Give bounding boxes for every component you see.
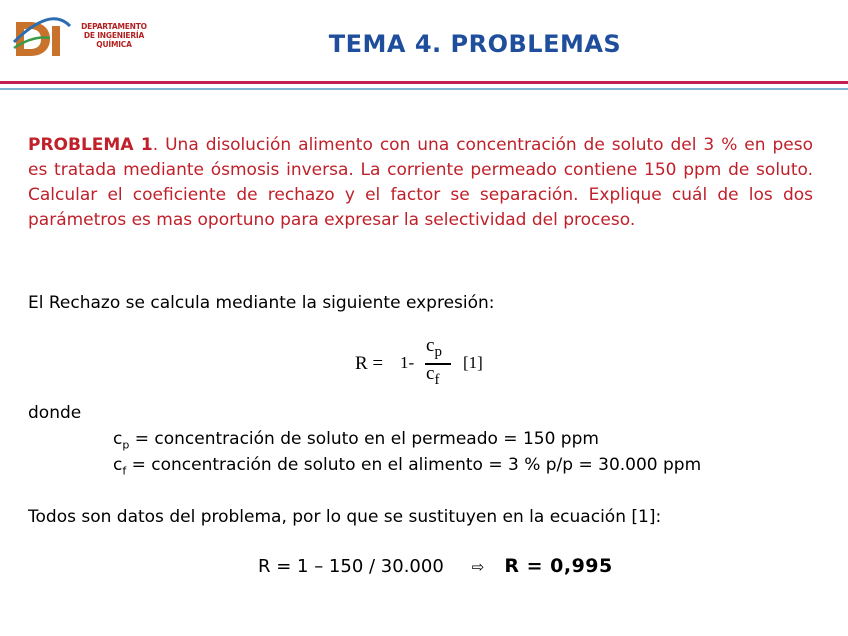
substitution-text: Todos son datos del problema, por lo que se sustituyen en la ecuación [1]: — [28, 507, 662, 527]
problem-label: PROBLEMA 1 — [28, 135, 153, 155]
logo-text: DEPARTAMENTO DE INGENIERÍA QUÍMICA — [81, 22, 147, 49]
logo-di-icon — [12, 12, 72, 62]
equation-reference: [1] — [463, 353, 483, 372]
formula-numerator: $c_p$ — [426, 335, 442, 360]
header-divider-top — [0, 81, 848, 84]
arrow-right-icon: ⇨ — [471, 558, 485, 576]
definition-cf: $c_f$ = concentración de soluto en el alimento = 3 % p/p = 30.000 ppm — [113, 455, 702, 478]
formula-denominator: $c_f$ — [426, 363, 440, 388]
formula-one-minus: 1- — [400, 353, 415, 372]
header-divider-bottom — [0, 88, 848, 90]
result-final: R = 0,995 — [504, 555, 613, 577]
problem-text: . Una disolución alimento con una concentración de soluto del 3 % en peso es tratada mediante ósmosis inversa. La corriente permeado contiene 150 ppm de soluto. Calcular el coeficiente de rechazo y el factor se separación. Explique cuál de los dos parámetros es mas oportuno para expresar la selectividad del proceso. — [28, 135, 813, 230]
definition-cp: $c_p$ = concentración de soluto en el permeado = 150 ppm — [113, 429, 599, 452]
intro-text: El Rechazo se calcula mediante la siguiente expresión: — [28, 293, 495, 313]
rejection-formula — [350, 332, 510, 396]
page-title: TEMA 4. PROBLEMAS — [328, 30, 622, 58]
problem-statement — [28, 133, 813, 233]
formula-lhs: R = — [355, 353, 384, 374]
result-calculation: R = 1 – 150 / 30.000 — [258, 556, 444, 577]
donde-label: donde — [28, 403, 82, 423]
department-logo — [12, 12, 152, 62]
result-line — [258, 555, 613, 577]
